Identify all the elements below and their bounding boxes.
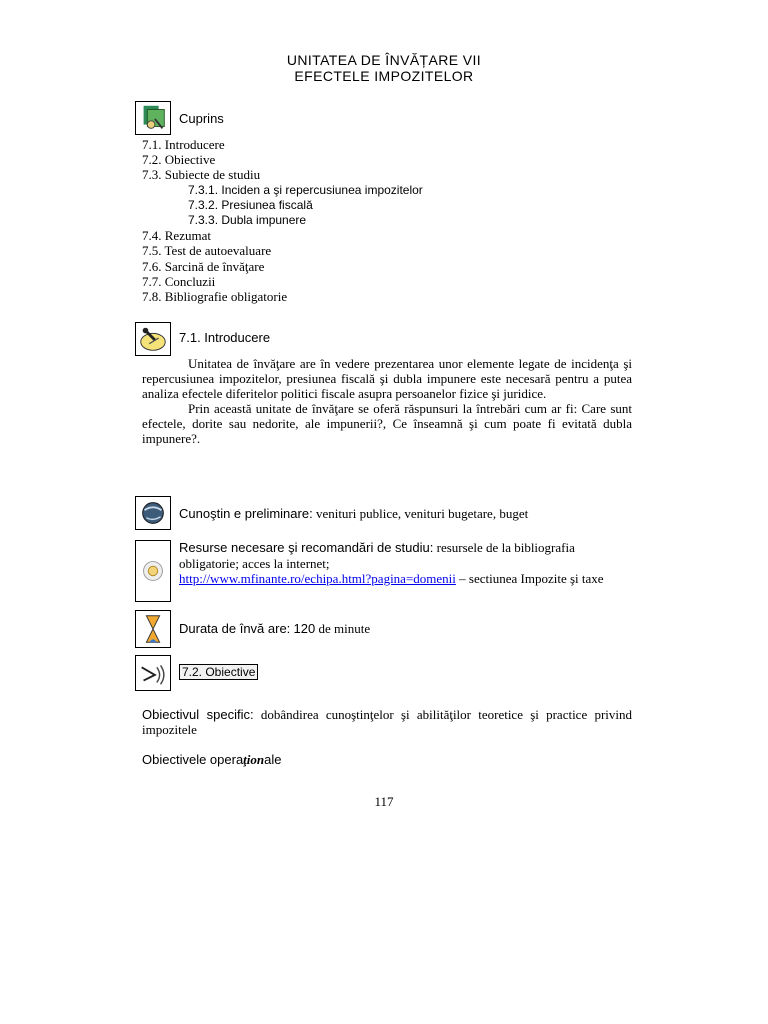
duration-label: Durata de învă are: bbox=[179, 621, 291, 636]
hourglass-icon bbox=[135, 610, 171, 648]
introduction-icon bbox=[135, 322, 171, 356]
duration-value: 120 bbox=[293, 621, 316, 636]
specific-objective bbox=[142, 707, 632, 737]
toc-item: 7.1. Introducere bbox=[142, 137, 225, 152]
page-number: 117 bbox=[374, 794, 394, 809]
specific-objective-text: dobândirea cunoştinţelor şi abilităţilor teoretice şi practice privind impozitele bbox=[142, 707, 633, 737]
page-subtitle: EFECTELE IMPOZITELOR bbox=[294, 68, 474, 84]
prerequisites-value: venituri publice, venituri bugetare, buget bbox=[315, 506, 529, 521]
resources-section: – sectiunea Impozite şi taxe bbox=[459, 571, 604, 586]
toc-item: 7.8. Bibliografie obligatorie bbox=[142, 289, 288, 305]
objectives-heading bbox=[179, 665, 258, 679]
toc-item: 7.7. Concluzii bbox=[142, 273, 216, 289]
objectives-icon bbox=[135, 655, 171, 691]
toc-subitem: 7.3.1. Inciden a şi repercusiunea impozitelor bbox=[188, 182, 423, 197]
introduction-paragraph: Unitatea de învăţare are în vedere prezentarea unor elemente legate de incidenţa şi repercusiunea impozitelor, presiunea fiscală şi dubla impunere este necesară pentru a putea analiza efectele diferitelor politici fiscale asupra persoanelor fizice şi juridice. bbox=[142, 356, 632, 401]
toc-item: 7.3. Subiecte de studiu bbox=[142, 167, 261, 183]
introduction-heading: 7.1. Introducere bbox=[179, 330, 271, 345]
prerequisites-label: Cunoştin e preliminare: bbox=[179, 506, 313, 521]
specific-objective-label: Obiectivul specific: bbox=[142, 707, 254, 722]
operational-objectives-prefix: Obiectivele opera bbox=[142, 752, 244, 767]
resources-link[interactable]: http://www.mfinante.ro/echipa.html?pagina=domenii bbox=[179, 571, 456, 586]
objectives-heading-label: 7.2. Obiective bbox=[179, 664, 258, 680]
toc-subitem: 7.3.3. Dubla impunere bbox=[188, 213, 307, 228]
introduction-text bbox=[142, 356, 632, 446]
prerequisites-line bbox=[179, 506, 634, 522]
resources-icon bbox=[135, 540, 171, 602]
toc-item: 7.2. Obiective bbox=[142, 152, 216, 168]
table-of-contents bbox=[142, 137, 622, 304]
contents-heading: Cuprins bbox=[179, 111, 224, 126]
introduction-paragraph: Prin această unitate de învăţare se oferă răspunsuri la întrebări cum ar fi: Care sunt efectele, dorite sau nedorite, ale impunerii?, Ce înseamnă şi cum poate fi evitată dubla impunere?. bbox=[142, 401, 632, 446]
contents-icon bbox=[135, 101, 171, 135]
toc-item: 7.6. Sarcină de învăţare bbox=[142, 258, 265, 274]
resources-label: Resurse necesare şi recomandări de studiu: bbox=[179, 540, 434, 555]
toc-item: 7.4. Rezumat bbox=[142, 228, 211, 244]
resources-block bbox=[179, 540, 634, 587]
resources-text: resursele de la bibliografia obligatorie; acces la internet; bbox=[179, 540, 575, 571]
operational-objectives bbox=[142, 752, 282, 768]
toc-subitem: 7.3.2. Presiunea fiscală bbox=[188, 197, 313, 212]
duration-line bbox=[179, 621, 634, 637]
page-title: UNITATEA DE ÎNVĂȚARE VII bbox=[286, 52, 482, 68]
duration-unit: de minute bbox=[318, 621, 371, 636]
operational-objectives-italic: ţion bbox=[243, 752, 265, 767]
globe-icon bbox=[135, 496, 171, 530]
toc-item: 7.5. Test de autoevaluare bbox=[142, 243, 272, 259]
operational-objectives-suffix: ale bbox=[264, 752, 282, 767]
